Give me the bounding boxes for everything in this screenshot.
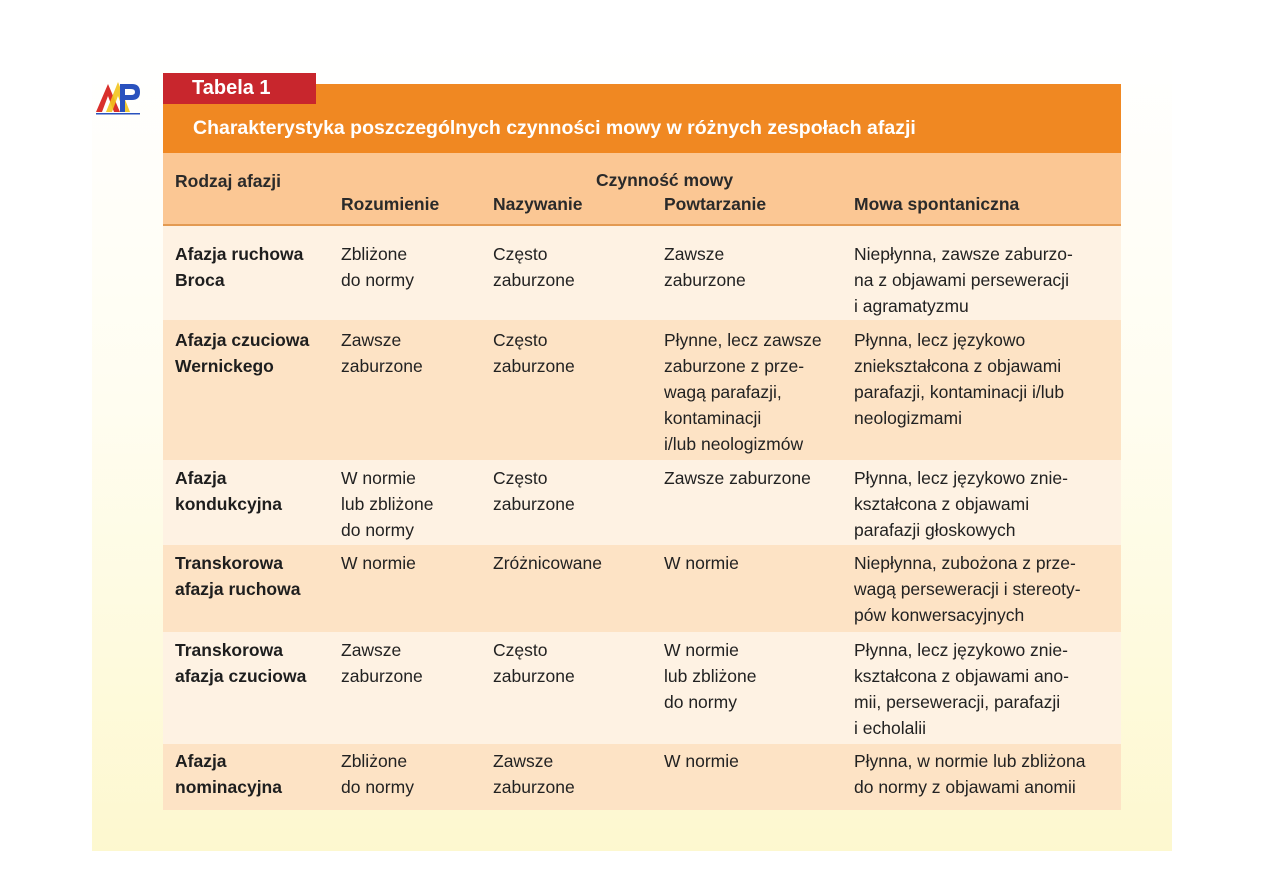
row-repetition: W normie [664, 553, 739, 573]
row-spontaneous-speech: Płynna, lecz językowo znie- kształcona z objawami parafazji głoskowych [854, 468, 1068, 540]
row-aphasia-type: Transkorowa afazja ruchowa [175, 553, 301, 599]
header-naming: Nazywanie [493, 194, 583, 214]
row-comprehension: Zawsze zaburzone [341, 640, 423, 686]
table-row [163, 545, 1121, 632]
row-naming: Często zaburzone [493, 244, 575, 290]
row-aphasia-type: Afazja nominacyjna [175, 751, 282, 797]
table-row [163, 320, 1121, 460]
table-header [163, 153, 1121, 226]
table-row [163, 226, 1121, 320]
row-naming: Często zaburzone [493, 640, 575, 686]
row-spontaneous-speech: Płynna, w normie lub zbliżona do normy z objawami anomii [854, 751, 1086, 797]
row-naming: Zróżnicowane [493, 553, 602, 573]
row-aphasia-type: Afazja kondukcyjna [175, 468, 282, 514]
row-repetition: Zawsze zaburzone [664, 468, 811, 488]
logo-icon [94, 78, 142, 116]
header-comprehension: Rozumienie [341, 194, 440, 214]
table-row [163, 744, 1121, 810]
header-repetition: Powtarzanie [664, 194, 767, 214]
table-row [163, 632, 1121, 744]
header-speech-function-group: Czynność mowy [596, 170, 734, 190]
row-naming: Zawsze zaburzone [493, 751, 575, 797]
row-aphasia-type: Afazja czuciowa Wernickego [175, 330, 310, 376]
row-repetition: W normie lub zbliżone do normy [664, 640, 757, 712]
row-naming: Często zaburzone [493, 330, 575, 376]
table-number-tab: Tabela 1 [163, 73, 316, 104]
row-repetition: Zawsze zaburzone [664, 244, 746, 290]
row-spontaneous-speech: Płynna, lecz językowo zniekształcona z objawami parafazji, kontaminacji i/lub neologizmami [854, 330, 1065, 428]
table-row [163, 460, 1121, 545]
row-repetition: W normie [664, 751, 739, 771]
row-spontaneous-speech: Niepłynna, zubożona z prze- wagą perseweracji i stereoty- pów konwersacyjnych [854, 553, 1081, 625]
row-repetition: Płynne, lecz zawsze zaburzone z prze- wagą parafazji, kontaminacji i/lub neologizmów [664, 330, 822, 454]
row-aphasia-type: Transkorowa afazja czuciowa [175, 640, 307, 686]
row-comprehension: Zbliżone do normy [341, 244, 414, 290]
row-comprehension: Zawsze zaburzone [341, 330, 423, 376]
row-comprehension: Zbliżone do normy [341, 751, 414, 797]
row-spontaneous-speech: Niepłynna, zawsze zaburzo- na z objawami perseweracji i agramatyzmu [854, 244, 1073, 316]
header-aphasia-type: Rodzaj afazji [175, 171, 281, 191]
row-spontaneous-speech: Płynna, lecz językowo znie- kształcona z objawami ano- mii, perseweracji, parafazji i echolalii [854, 640, 1069, 738]
row-comprehension: W normie [341, 553, 416, 573]
row-aphasia-type: Afazja ruchowa Broca [175, 244, 304, 290]
table-title: Charakterystyka poszczególnych czynności mowy w różnych zespołach afazji [193, 117, 916, 139]
row-naming: Często zaburzone [493, 468, 575, 514]
header-spontaneous-speech: Mowa spontaniczna [854, 194, 1020, 214]
row-comprehension: W normie lub zbliżone do normy [341, 468, 434, 540]
aphasia-table [163, 153, 1121, 810]
